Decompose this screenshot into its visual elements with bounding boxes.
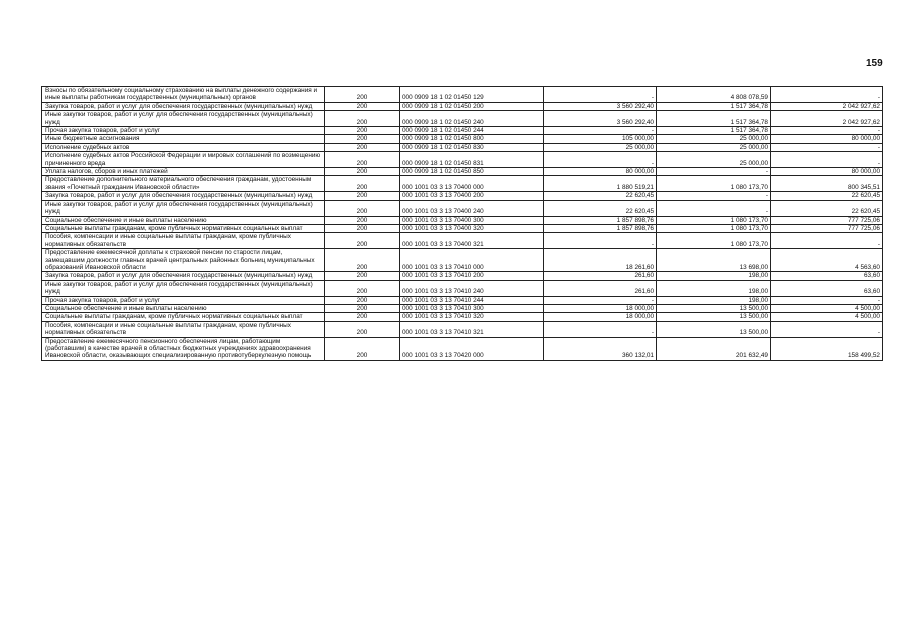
row-approved-cell: 3 560 292,40 (544, 111, 657, 127)
row-budget-code-cell: 000 0909 18 1 02 01450 200 (400, 102, 544, 110)
row-budget-code-cell: 000 0909 18 1 02 01450 240 (400, 111, 544, 127)
row-line-code-cell: 200 (325, 192, 400, 200)
row-line-code-cell: 200 (325, 200, 400, 216)
row-line-code-cell: 200 (325, 135, 400, 143)
row-budget-code-cell: 000 1001 03 3 13 70400 320 (400, 224, 544, 232)
row-line-code-cell: 200 (325, 337, 400, 360)
row-executed-cell: - (657, 168, 771, 176)
page-number: 159 (866, 58, 883, 69)
row-budget-code-cell: 000 1001 03 3 13 70410 000 (400, 249, 544, 272)
table-row (42, 313, 883, 321)
row-approved-cell: 25 000,00 (544, 143, 657, 151)
row-line-code-cell: 200 (325, 127, 400, 135)
row-name-cell: Закупка товаров, работ и услуг для обеспечения государственных (муниципальных) нужд (42, 192, 325, 200)
row-unexecuted-cell: 63,60 (771, 272, 883, 280)
table-row (42, 321, 883, 337)
table-row (42, 111, 883, 127)
row-executed-cell: 1 517 364,78 (657, 127, 771, 135)
table-row (42, 168, 883, 176)
row-line-code-cell: 200 (325, 224, 400, 232)
table-row (42, 127, 883, 135)
row-unexecuted-cell: - (771, 87, 883, 103)
row-line-code-cell: 200 (325, 296, 400, 304)
row-executed-cell: 1 080 173,70 (657, 176, 771, 192)
row-approved-cell: 22 620,45 (544, 200, 657, 216)
row-approved-cell: - (544, 321, 657, 337)
row-approved-cell: 1 880 519,21 (544, 176, 657, 192)
row-name-cell: Социальные выплаты гражданам, кроме публичных нормативных социальных выплат (42, 313, 325, 321)
row-approved-cell: 3 560 292,40 (544, 102, 657, 110)
row-approved-cell: - (544, 87, 657, 103)
row-name-cell: Предоставление ежемесячной доплаты к страховой пенсии по старости лицам, замещавшим должности главных врачей центральных районных больниц муниципальных образований Ивановской области (42, 249, 325, 272)
row-executed-cell: 25 000,00 (657, 143, 771, 151)
row-line-code-cell: 200 (325, 216, 400, 224)
row-executed-cell: 25 000,00 (657, 152, 771, 168)
row-name-cell: Прочая закупка товаров, работ и услуг (42, 296, 325, 304)
row-budget-code-cell: 000 1001 03 3 13 70410 320 (400, 313, 544, 321)
table-row (42, 296, 883, 304)
row-line-code-cell: 200 (325, 152, 400, 168)
row-approved-cell: 22 620,45 (544, 192, 657, 200)
table-row (42, 233, 883, 249)
table-row (42, 176, 883, 192)
row-budget-code-cell: 000 0909 18 1 02 01450 830 (400, 143, 544, 151)
row-executed-cell: 1 080 173,70 (657, 216, 771, 224)
table-row (42, 192, 883, 200)
row-unexecuted-cell: 4 500,00 (771, 304, 883, 312)
table-row (42, 249, 883, 272)
row-approved-cell: 18 261,60 (544, 249, 657, 272)
row-budget-code-cell: 000 1001 03 3 13 70400 240 (400, 200, 544, 216)
row-line-code-cell: 200 (325, 176, 400, 192)
row-line-code-cell: 200 (325, 280, 400, 296)
table-row (42, 224, 883, 232)
table-row (42, 280, 883, 296)
row-approved-cell: 1 857 898,76 (544, 216, 657, 224)
row-budget-code-cell: 000 1001 03 3 13 70410 321 (400, 321, 544, 337)
row-approved-cell: 360 132,01 (544, 337, 657, 360)
row-unexecuted-cell: - (771, 321, 883, 337)
row-name-cell: Пособия, компенсации и иные социальные выплаты гражданам, кроме публичных нормативных обязательств (42, 321, 325, 337)
row-executed-cell: 13 500,00 (657, 313, 771, 321)
row-executed-cell: 4 808 078,59 (657, 87, 771, 103)
row-executed-cell: 198,00 (657, 280, 771, 296)
row-unexecuted-cell: - (771, 143, 883, 151)
row-line-code-cell: 200 (325, 272, 400, 280)
row-approved-cell: - (544, 233, 657, 249)
table-row (42, 143, 883, 151)
table-row (42, 200, 883, 216)
row-executed-cell: 1 080 173,70 (657, 224, 771, 232)
table-row (42, 216, 883, 224)
row-name-cell: Иные закупки товаров, работ и услуг для обеспечения государственных (муниципальных) нужд (42, 111, 325, 127)
row-line-code-cell: 200 (325, 143, 400, 151)
row-unexecuted-cell: 63,60 (771, 280, 883, 296)
row-unexecuted-cell: 800 345,51 (771, 176, 883, 192)
row-line-code-cell: 200 (325, 304, 400, 312)
table-row (42, 102, 883, 110)
row-executed-cell: - (657, 200, 771, 216)
row-name-cell: Социальное обеспечение и иные выплаты населению (42, 216, 325, 224)
row-approved-cell: - (544, 127, 657, 135)
budget-table (41, 86, 883, 361)
row-unexecuted-cell: 777 725,06 (771, 224, 883, 232)
row-approved-cell: - (544, 152, 657, 168)
row-name-cell: Закупка товаров, работ и услуг для обеспечения государственных (муниципальных) нужд (42, 102, 325, 110)
row-line-code-cell: 200 (325, 313, 400, 321)
row-approved-cell: 80 000,00 (544, 168, 657, 176)
table-row (42, 272, 883, 280)
row-line-code-cell: 200 (325, 168, 400, 176)
row-approved-cell: 1 857 898,76 (544, 224, 657, 232)
row-executed-cell: 1 080 173,70 (657, 233, 771, 249)
row-executed-cell: 198,00 (657, 296, 771, 304)
row-approved-cell: 18 000,00 (544, 313, 657, 321)
row-executed-cell: - (657, 192, 771, 200)
row-approved-cell: 105 000,00 (544, 135, 657, 143)
row-name-cell: Закупка товаров, работ и услуг для обеспечения государственных (муниципальных) нужд (42, 272, 325, 280)
row-unexecuted-cell: - (771, 233, 883, 249)
row-name-cell: Социальные выплаты гражданам, кроме публичных нормативных социальных выплат (42, 224, 325, 232)
row-name-cell: Прочая закупка товаров, работ и услуг (42, 127, 325, 135)
row-executed-cell: 25 000,00 (657, 135, 771, 143)
row-name-cell: Взносы по обязательному социальному страхованию на выплаты денежного содержания и иные выплаты работникам государственных (муниципальных) органов (42, 87, 325, 103)
row-executed-cell: 13 500,00 (657, 304, 771, 312)
row-name-cell: Пособия, компенсации и иные социальные выплаты гражданам, кроме публичных нормативных обязательств (42, 233, 325, 249)
row-budget-code-cell: 000 1001 03 3 13 70400 000 (400, 176, 544, 192)
row-unexecuted-cell: - (771, 127, 883, 135)
row-executed-cell: 13 698,00 (657, 249, 771, 272)
row-name-cell: Иные закупки товаров, работ и услуг для обеспечения государственных (муниципальных) нужд (42, 200, 325, 216)
row-budget-code-cell: 000 0909 18 1 02 01450 831 (400, 152, 544, 168)
row-name-cell: Иные бюджетные ассигнования (42, 135, 325, 143)
row-line-code-cell: 200 (325, 321, 400, 337)
row-approved-cell: 18 000,00 (544, 304, 657, 312)
table-row (42, 337, 883, 360)
row-name-cell: Исполнение судебных актов (42, 143, 325, 151)
row-unexecuted-cell: 2 042 927,62 (771, 102, 883, 110)
row-name-cell: Предоставление ежемесячного пенсионного обеспечения лицам, работающим (работавшим) в качестве врачей в областных бюджетных учреждениях здравоохранения Ивановской области, оказывающих специализированную противотуберкулезную помощь (42, 337, 325, 360)
row-budget-code-cell: 000 0909 18 1 02 01450 129 (400, 87, 544, 103)
row-unexecuted-cell: 22 620,45 (771, 192, 883, 200)
row-unexecuted-cell: - (771, 296, 883, 304)
row-approved-cell: 261,60 (544, 280, 657, 296)
table-row (42, 135, 883, 143)
table-row (42, 152, 883, 168)
row-line-code-cell: 200 (325, 102, 400, 110)
row-budget-code-cell: 000 1001 03 3 13 70400 300 (400, 216, 544, 224)
row-executed-cell: 1 517 364,78 (657, 111, 771, 127)
row-executed-cell: 198,00 (657, 272, 771, 280)
row-unexecuted-cell: 80 000,00 (771, 168, 883, 176)
row-name-cell: Предоставление дополнительного материального обеспечения гражданам, удостоенным звания «Почетный гражданин Ивановской области» (42, 176, 325, 192)
row-budget-code-cell: 000 1001 03 3 13 70410 240 (400, 280, 544, 296)
row-budget-code-cell: 000 0909 18 1 02 01450 800 (400, 135, 544, 143)
row-line-code-cell: 200 (325, 249, 400, 272)
row-unexecuted-cell: 158 499,52 (771, 337, 883, 360)
row-unexecuted-cell: 80 000,00 (771, 135, 883, 143)
row-unexecuted-cell: 4 563,60 (771, 249, 883, 272)
row-name-cell: Уплата налогов, сборов и иных платежей (42, 168, 325, 176)
row-budget-code-cell: 000 0909 18 1 02 01450 244 (400, 127, 544, 135)
table-row (42, 87, 883, 103)
row-unexecuted-cell: 22 620,45 (771, 200, 883, 216)
row-unexecuted-cell: 4 500,00 (771, 313, 883, 321)
row-executed-cell: 1 517 364,78 (657, 102, 771, 110)
row-budget-code-cell: 000 1001 03 3 13 70410 244 (400, 296, 544, 304)
row-budget-code-cell: 000 1001 03 3 13 70410 300 (400, 304, 544, 312)
row-line-code-cell: 200 (325, 87, 400, 103)
row-budget-code-cell: 000 1001 03 3 13 70400 321 (400, 233, 544, 249)
row-budget-code-cell: 000 1001 03 3 13 70400 200 (400, 192, 544, 200)
table-body (42, 87, 883, 361)
row-unexecuted-cell: 777 725,06 (771, 216, 883, 224)
row-name-cell: Исполнение судебных актов Российской Федерации и мировых соглашений по возмещению причиненного вреда (42, 152, 325, 168)
row-budget-code-cell: 000 1001 03 3 13 70410 200 (400, 272, 544, 280)
row-approved-cell: - (544, 296, 657, 304)
row-budget-code-cell: 000 1001 03 3 13 70420 000 (400, 337, 544, 360)
row-line-code-cell: 200 (325, 111, 400, 127)
row-name-cell: Социальное обеспечение и иные выплаты населению (42, 304, 325, 312)
row-executed-cell: 13 500,00 (657, 321, 771, 337)
row-executed-cell: 201 632,49 (657, 337, 771, 360)
row-line-code-cell: 200 (325, 233, 400, 249)
row-unexecuted-cell: 2 042 927,62 (771, 111, 883, 127)
row-approved-cell: 261,60 (544, 272, 657, 280)
row-unexecuted-cell: - (771, 152, 883, 168)
row-budget-code-cell: 000 0909 18 1 02 01450 850 (400, 168, 544, 176)
table-row (42, 304, 883, 312)
row-name-cell: Иные закупки товаров, работ и услуг для обеспечения государственных (муниципальных) нужд (42, 280, 325, 296)
